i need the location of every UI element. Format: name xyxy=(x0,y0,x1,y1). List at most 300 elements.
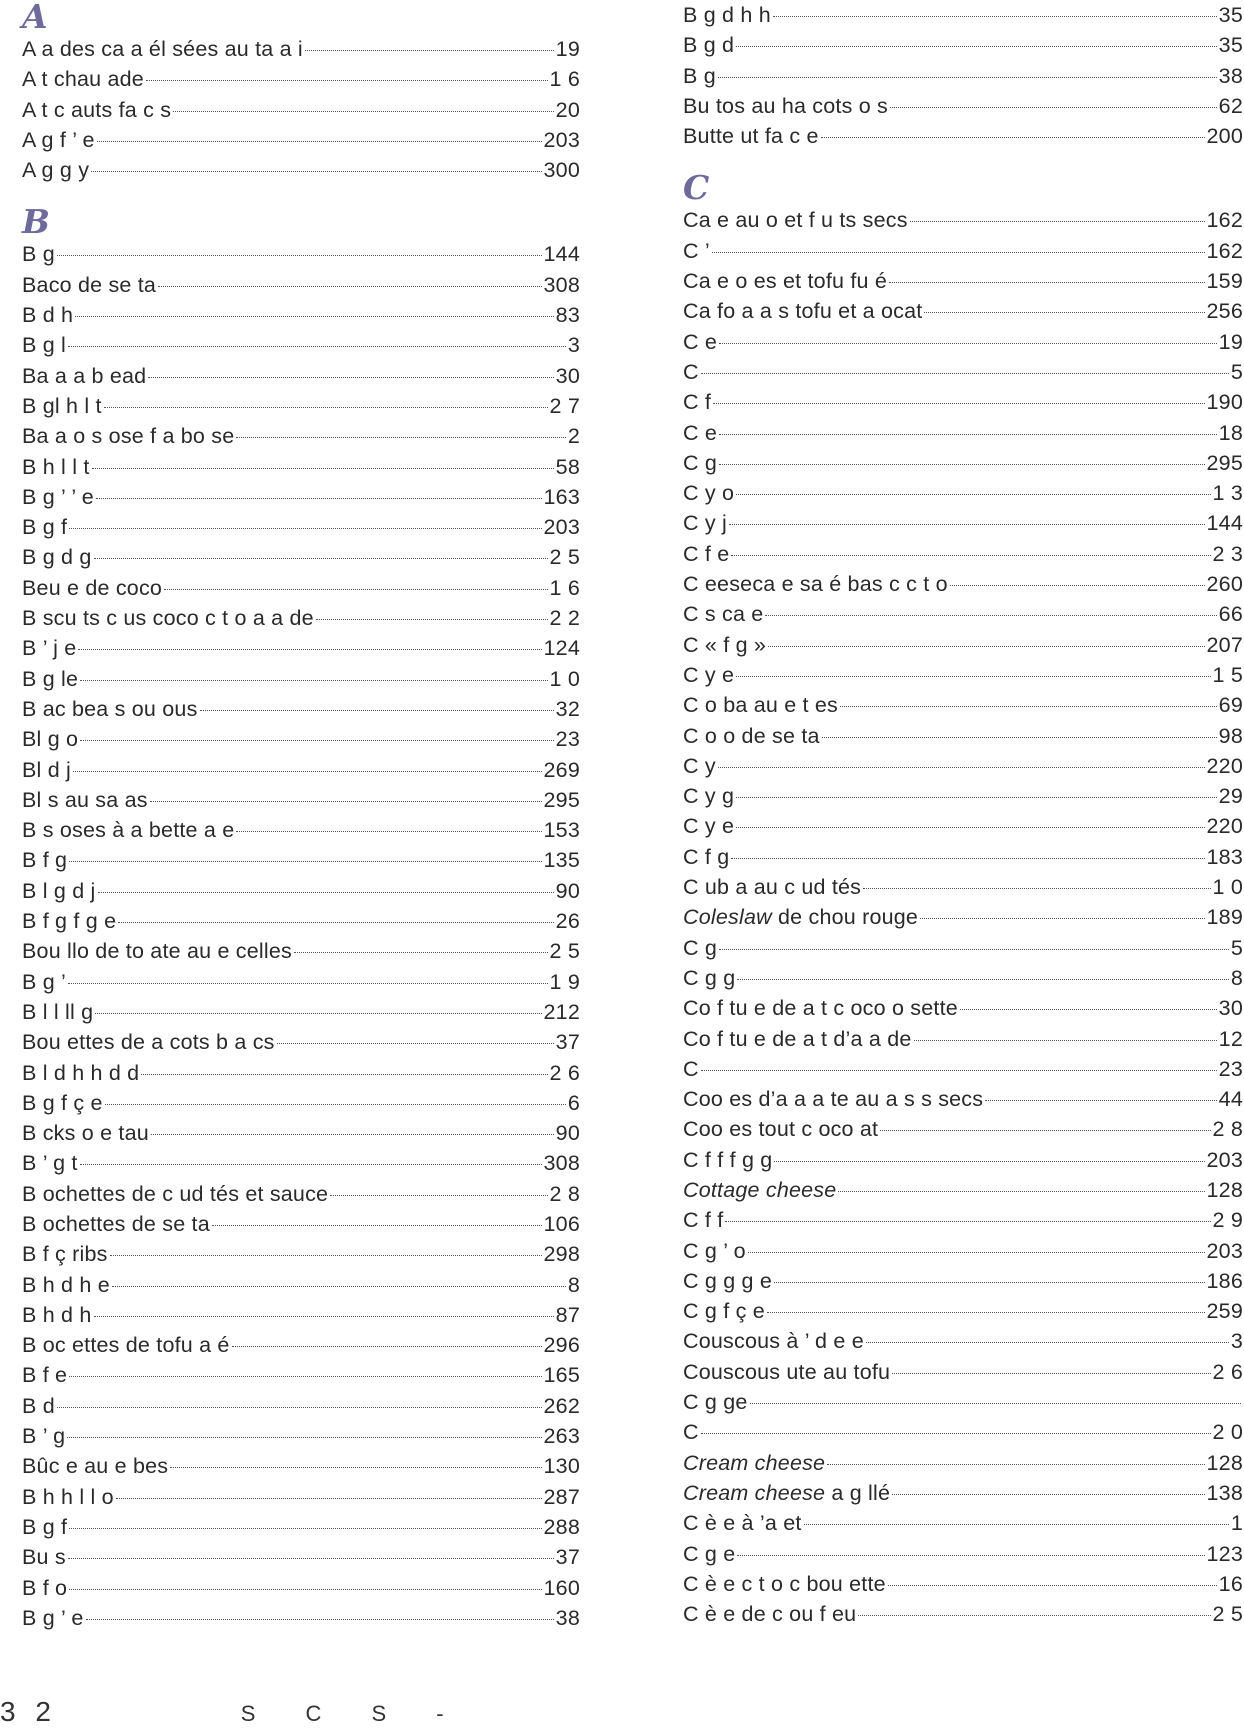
index-entry xyxy=(683,508,1243,538)
index-entry xyxy=(683,121,1243,151)
index-entry xyxy=(22,785,580,815)
page-footer xyxy=(0,1696,466,1728)
dot-leader xyxy=(840,706,1217,707)
entry-page-number: 35 xyxy=(1218,3,1243,27)
dot-leader xyxy=(112,1286,566,1287)
dot-leader xyxy=(75,316,553,317)
entry-name: Bou llo de to ate au e celles xyxy=(22,939,292,964)
entry-name: Baco de se ta xyxy=(22,272,157,297)
entry-page-number: 1 9 xyxy=(549,969,580,994)
index-column-right xyxy=(683,0,1243,1629)
index-entry xyxy=(22,1360,580,1390)
entry-name: C f g xyxy=(683,844,730,869)
entry-name: B ’ j e xyxy=(22,636,77,661)
entry-name: C g f ç e xyxy=(683,1299,765,1324)
dot-leader xyxy=(827,1464,1204,1465)
entry-name xyxy=(683,1478,890,1508)
entry-name: C g xyxy=(683,935,718,960)
entry-name: C y g xyxy=(683,784,735,809)
entry-page-number: 5 xyxy=(1230,935,1243,960)
dot-leader xyxy=(889,282,1205,283)
entry-page-number: 220 xyxy=(1206,814,1243,839)
dot-leader xyxy=(173,111,553,112)
dot-leader xyxy=(750,1403,1241,1404)
index-entry xyxy=(22,1148,580,1178)
index-entry xyxy=(22,1179,580,1209)
entry-name: Ca e au o et f u ts secs xyxy=(683,208,908,233)
index-entry xyxy=(22,694,580,724)
entry-name: B l l ll g xyxy=(22,999,94,1024)
index-entry xyxy=(22,239,580,269)
dot-leader xyxy=(67,1437,541,1438)
entry-page-number: 163 xyxy=(543,484,580,509)
entry-page-number: 298 xyxy=(543,1242,580,1267)
entry-page-number: 1 5 xyxy=(1212,662,1243,687)
dot-leader xyxy=(164,589,547,590)
index-entry xyxy=(22,1027,580,1057)
entry-name: B f g f g e xyxy=(22,909,117,934)
entry-page-number: 1 0 xyxy=(1212,875,1243,900)
index-entry xyxy=(22,361,580,391)
dot-leader xyxy=(712,252,1205,253)
entry-page-number: 2 0 xyxy=(1212,1420,1243,1445)
entry-name: B ’ g xyxy=(22,1424,66,1449)
entry-name: B ochettes de se ta xyxy=(22,1211,210,1236)
dot-leader xyxy=(892,1494,1204,1495)
entry-page-number: 165 xyxy=(543,1363,580,1388)
entry-page-number: 2 xyxy=(567,424,580,449)
entry-name: C g ’ o xyxy=(683,1238,746,1263)
dot-leader xyxy=(277,1043,554,1044)
index-entry xyxy=(683,993,1243,1023)
dot-leader xyxy=(910,221,1205,222)
entry-name: B s oses à a bette a e xyxy=(22,818,235,843)
entry-page-number: 12 xyxy=(1218,1026,1243,1051)
entry-page-number: 130 xyxy=(543,1454,580,1479)
entry-page-number: 123 xyxy=(1206,1541,1243,1566)
entry-page-number: 144 xyxy=(543,242,580,267)
index-entry xyxy=(683,1417,1243,1447)
entry-page-number: 18 xyxy=(1218,420,1243,445)
entry-page-number: 308 xyxy=(543,272,580,297)
index-entry xyxy=(22,876,580,906)
entry-name: B g l xyxy=(22,333,67,358)
entry-page-number: 5 xyxy=(1230,359,1243,384)
index-entry xyxy=(22,1391,580,1421)
index-entry xyxy=(22,815,580,845)
entry-name: C f xyxy=(683,390,712,415)
index-entry xyxy=(22,34,580,64)
index-entry xyxy=(683,1175,1243,1205)
index-entry xyxy=(683,205,1243,235)
index-entry xyxy=(683,1236,1243,1266)
entry-page-number: 2 7 xyxy=(549,393,580,418)
dot-leader xyxy=(736,797,1216,798)
entry-page-number: 203 xyxy=(543,127,580,152)
entry-page-number: 20 xyxy=(555,97,580,122)
entry-name-suffix: de chou rouge xyxy=(771,905,919,930)
dot-leader xyxy=(170,1467,541,1468)
entry-page-number: 300 xyxy=(543,158,580,183)
entry-page-number: 3 xyxy=(567,333,580,358)
index-entry xyxy=(22,542,580,572)
entry-name: C « f g » xyxy=(683,632,767,657)
entry-name: B f e xyxy=(22,1363,68,1388)
dot-leader xyxy=(78,649,541,650)
dot-leader xyxy=(838,1191,1204,1192)
entry-name: A t chau ade xyxy=(22,67,144,92)
dot-leader xyxy=(985,1100,1216,1101)
dot-leader xyxy=(86,1619,554,1620)
entry-name: C f f f g g xyxy=(683,1147,773,1172)
index-entry xyxy=(683,478,1243,508)
entry-name: Bûc e au e bes xyxy=(22,1454,169,1479)
entry-page-number: 262 xyxy=(543,1393,580,1418)
dot-leader xyxy=(774,1161,1204,1162)
dot-leader xyxy=(330,1195,547,1196)
dot-leader xyxy=(236,437,565,438)
index-entry xyxy=(683,1024,1243,1054)
entry-page-number: 66 xyxy=(1218,602,1243,627)
dot-leader xyxy=(737,1555,1204,1556)
dot-leader xyxy=(719,434,1217,435)
index-entry xyxy=(22,936,580,966)
entry-name: B g ’ ’ e xyxy=(22,484,94,509)
entry-page-number: 2 5 xyxy=(1212,1602,1243,1627)
index-entry xyxy=(683,1296,1243,1326)
index-entry xyxy=(22,125,580,155)
index-entry xyxy=(22,1088,580,1118)
dot-leader xyxy=(146,80,548,81)
dot-leader xyxy=(316,619,548,620)
entry-name: Ca e o es et tofu fu é xyxy=(683,269,887,294)
index-entry xyxy=(22,967,580,997)
index-entry xyxy=(22,1118,580,1148)
dot-leader xyxy=(94,1316,554,1317)
entry-page-number: 2 6 xyxy=(1212,1359,1243,1384)
section-letter-b: B xyxy=(22,202,50,242)
index-entry xyxy=(22,1421,580,1451)
index-entry xyxy=(683,660,1243,690)
dot-leader xyxy=(863,888,1210,889)
dot-leader xyxy=(920,918,1204,919)
entry-name: B l g d j xyxy=(22,878,96,903)
entry-name: B oc ettes de tofu a é xyxy=(22,1333,230,1358)
entry-page-number: 124 xyxy=(543,636,580,661)
entry-page-number: 160 xyxy=(543,1575,580,1600)
dot-leader xyxy=(719,343,1217,344)
dot-leader xyxy=(57,255,542,256)
entry-page-number: 3 xyxy=(1230,1329,1243,1354)
index-entry xyxy=(22,845,580,875)
dot-leader xyxy=(736,46,1216,47)
entry-page-number: 44 xyxy=(1218,1087,1243,1112)
entry-name: B g xyxy=(22,242,55,267)
entry-page-number: 35 xyxy=(1218,33,1243,58)
entry-page-number: 190 xyxy=(1206,390,1243,415)
entry-page-number: 260 xyxy=(1206,572,1243,597)
entry-page-number: 207 xyxy=(1206,632,1243,657)
entry-page-number: 159 xyxy=(1206,269,1243,294)
entry-name: C y j xyxy=(683,511,727,536)
index-entry xyxy=(22,997,580,1027)
dot-leader xyxy=(888,1585,1217,1586)
entry-name: C xyxy=(683,1056,699,1081)
dot-leader xyxy=(212,1225,542,1226)
dot-leader xyxy=(880,1130,1210,1131)
entry-name: Ca fo a a s tofu et a ocat xyxy=(683,299,923,324)
entry-page-number: 212 xyxy=(543,999,580,1024)
entry-name: Bou ettes de a cots b a cs xyxy=(22,1030,275,1055)
entry-name: B ac bea s ou ous xyxy=(22,696,198,721)
entry-name: B f g xyxy=(22,848,68,873)
index-entry xyxy=(22,512,580,542)
entry-page-number: 98 xyxy=(1218,723,1243,748)
entry-page-number: 2 6 xyxy=(549,1060,580,1085)
entry-page-number: 2 5 xyxy=(549,545,580,570)
section-letter-c: C xyxy=(683,168,710,208)
entry-page-number: 263 xyxy=(543,1424,580,1449)
dot-leader xyxy=(725,1221,1210,1222)
index-entry xyxy=(22,664,580,694)
index-entry xyxy=(683,539,1243,569)
index-entry xyxy=(22,1603,580,1633)
index-entry xyxy=(683,1357,1243,1387)
entry-page-number: 32 xyxy=(555,696,580,721)
index-entry xyxy=(22,1239,580,1269)
dot-leader xyxy=(94,558,548,559)
entry-name: B g d xyxy=(683,33,735,58)
entry-name: B h h l l o xyxy=(22,1484,114,1509)
dot-leader xyxy=(718,77,1217,78)
entry-page-number: 2 8 xyxy=(549,1181,580,1206)
dot-leader xyxy=(701,373,1229,374)
dot-leader xyxy=(773,16,1217,17)
entry-name: C è e de c ou f eu xyxy=(683,1602,857,1627)
index-entry xyxy=(683,0,1243,30)
index-entry xyxy=(683,721,1243,751)
index-entry xyxy=(683,1084,1243,1114)
index-entry xyxy=(22,603,580,633)
dot-leader xyxy=(91,171,541,172)
entry-name: B g f xyxy=(22,515,68,540)
index-entry xyxy=(22,421,580,451)
entry-page-number: 2 9 xyxy=(1212,1208,1243,1233)
entry-name: A g f ’ e xyxy=(22,127,95,152)
entry-page-number: 203 xyxy=(1206,1147,1243,1172)
dot-leader xyxy=(950,585,1205,586)
entry-name: C f e xyxy=(683,541,730,566)
entry-name: C f f xyxy=(683,1208,724,1233)
dot-leader xyxy=(804,1524,1229,1525)
entry-name: C y o xyxy=(683,481,735,506)
entry-page-number: 308 xyxy=(543,1151,580,1176)
entry-page-number: 2 3 xyxy=(1212,541,1243,566)
dot-leader xyxy=(890,107,1217,108)
entry-page-number: 90 xyxy=(555,878,580,903)
entry-page-number: 138 xyxy=(1206,1480,1243,1505)
entry-name: C eeseca e sa é bas c c t o xyxy=(683,572,948,597)
entry-page-number: 295 xyxy=(1206,450,1243,475)
entry-page-number: 128 xyxy=(1206,1450,1243,1475)
entry-page-number: 135 xyxy=(543,848,580,873)
index-entry xyxy=(22,155,580,185)
entry-name: B g d h h xyxy=(683,3,771,27)
entry-page-number: 186 xyxy=(1206,1268,1243,1293)
dot-leader xyxy=(719,464,1204,465)
entry-name: B d xyxy=(22,1393,55,1418)
index-entry xyxy=(683,236,1243,266)
entry-page-number: 37 xyxy=(555,1030,580,1055)
index-entry xyxy=(683,902,1243,932)
entry-name: C xyxy=(683,1420,699,1445)
entry-name: B h d h xyxy=(22,1302,92,1327)
entry-name: A a des ca a él sées au ta a i xyxy=(22,37,303,61)
index-entry xyxy=(683,448,1243,478)
entry-name: C è e c t o c bou ette xyxy=(683,1571,886,1596)
index-entry xyxy=(22,1300,580,1330)
entry-name: B g xyxy=(683,63,716,88)
entry-name: Cream cheese xyxy=(683,1450,826,1475)
dot-leader xyxy=(150,801,542,802)
entry-name: B g f ç e xyxy=(22,1090,103,1115)
index-entry xyxy=(22,1542,580,1572)
dot-leader xyxy=(765,615,1216,616)
entry-name: C g g g e xyxy=(683,1268,773,1293)
dot-leader xyxy=(69,1376,541,1377)
entry-page-number: 38 xyxy=(1218,63,1243,88)
index-entry xyxy=(683,569,1243,599)
dot-leader xyxy=(914,1040,1217,1041)
dot-leader xyxy=(98,892,554,893)
index-entry xyxy=(22,95,580,125)
index-entry xyxy=(22,64,580,94)
entry-page-number: 19 xyxy=(1218,329,1243,354)
index-entry xyxy=(683,327,1243,357)
entry-name: Bu tos au ha cots o s xyxy=(683,93,888,118)
running-title: S C S - xyxy=(240,1701,466,1726)
entry-page-number: 69 xyxy=(1218,693,1243,718)
entry-page-number: 220 xyxy=(1206,753,1243,778)
entry-name: Co f tu e de a t d’a a de xyxy=(683,1026,912,1051)
index-entry xyxy=(683,61,1243,91)
dot-leader xyxy=(718,767,1205,768)
dot-leader xyxy=(924,312,1204,313)
entry-page-number: 8 xyxy=(567,1272,580,1297)
dot-leader xyxy=(80,680,547,681)
entry-name: Bu s xyxy=(22,1545,66,1570)
entry-page-number: 106 xyxy=(543,1211,580,1236)
entry-name: B g f xyxy=(22,1514,68,1539)
index-entry xyxy=(22,1058,580,1088)
entry-page-number: 29 xyxy=(1218,784,1243,809)
entry-name: B f ç ribs xyxy=(22,1242,108,1267)
dot-leader xyxy=(69,528,541,529)
entry-name: Ba a a b ead xyxy=(22,363,147,388)
index-entry xyxy=(683,690,1243,720)
dot-leader xyxy=(158,286,541,287)
entry-page-number: 287 xyxy=(543,1484,580,1509)
dot-leader xyxy=(736,827,1204,828)
index-entry xyxy=(683,1508,1243,1538)
dot-leader xyxy=(236,831,541,832)
index-entry xyxy=(22,724,580,754)
dot-leader xyxy=(701,1433,1211,1434)
entry-page-number: 203 xyxy=(1206,1238,1243,1263)
index-entry xyxy=(683,357,1243,387)
index-entry xyxy=(22,1451,580,1481)
dot-leader xyxy=(731,858,1204,859)
entry-page-number: 189 xyxy=(1206,905,1243,930)
entry-page-number: 62 xyxy=(1218,93,1243,118)
dot-leader xyxy=(151,1134,554,1135)
dot-leader xyxy=(92,468,554,469)
entry-page-number: 30 xyxy=(555,363,580,388)
entry-name: B scu ts c us coco c t o a a de xyxy=(22,606,314,631)
index-entry xyxy=(683,1569,1243,1599)
index-entry xyxy=(22,906,580,936)
section-letter-a: A xyxy=(22,0,48,36)
index-entry xyxy=(683,811,1243,841)
entry-name: Ba a o s ose f a bo se xyxy=(22,424,235,449)
dot-leader xyxy=(719,949,1229,950)
entry-page-number: 1 xyxy=(1230,1511,1243,1536)
dot-leader xyxy=(95,1013,541,1014)
entry-name: C s ca e xyxy=(683,602,764,627)
entry-name: Couscous à ’ d e e xyxy=(683,1329,864,1354)
index-entry xyxy=(683,1539,1243,1569)
dot-leader xyxy=(731,555,1210,556)
index-entry xyxy=(683,30,1243,60)
entry-page-number: 296 xyxy=(543,1333,580,1358)
entry-name: C o o de se ta xyxy=(683,723,820,748)
dot-leader xyxy=(768,646,1204,647)
entry-name-suffix: a g llé xyxy=(825,1480,891,1505)
entry-page-number: 2 8 xyxy=(1212,1117,1243,1142)
entry-page-number: 183 xyxy=(1206,844,1243,869)
entry-name: C è e à ’a et xyxy=(683,1511,802,1536)
entry-name: B f o xyxy=(22,1575,68,1600)
entry-name: Cottage cheese xyxy=(683,1177,837,1202)
entry-name: C ’ xyxy=(683,238,710,263)
index-entry xyxy=(683,1145,1243,1175)
entry-name: C g g xyxy=(683,965,736,990)
entry-name: B ochettes de c ud tés et sauce xyxy=(22,1181,329,1206)
entry-name: Co f tu e de a t c oco o sette xyxy=(683,996,958,1021)
dot-leader xyxy=(68,346,566,347)
index-entry xyxy=(22,1482,580,1512)
dot-leader xyxy=(104,407,548,408)
entry-name: Coo es tout c oco at xyxy=(683,1117,879,1142)
entry-name: B d h xyxy=(22,303,74,328)
index-entry xyxy=(683,872,1243,902)
entry-page-number: 23 xyxy=(555,727,580,752)
entry-page-number: 162 xyxy=(1206,208,1243,233)
entry-name xyxy=(683,902,918,932)
dot-leader xyxy=(116,1498,542,1499)
dot-leader xyxy=(200,710,554,711)
dot-leader xyxy=(68,1558,554,1559)
entry-name: B l d h h d d xyxy=(22,1060,140,1085)
entry-name: B gl h l t xyxy=(22,393,102,418)
index-entry xyxy=(22,573,580,603)
index-entry xyxy=(683,630,1243,660)
index-entry xyxy=(683,842,1243,872)
index-entry xyxy=(22,482,580,512)
entry-page-number: 269 xyxy=(543,757,580,782)
index-entry xyxy=(22,391,580,421)
index-entry xyxy=(683,751,1243,781)
